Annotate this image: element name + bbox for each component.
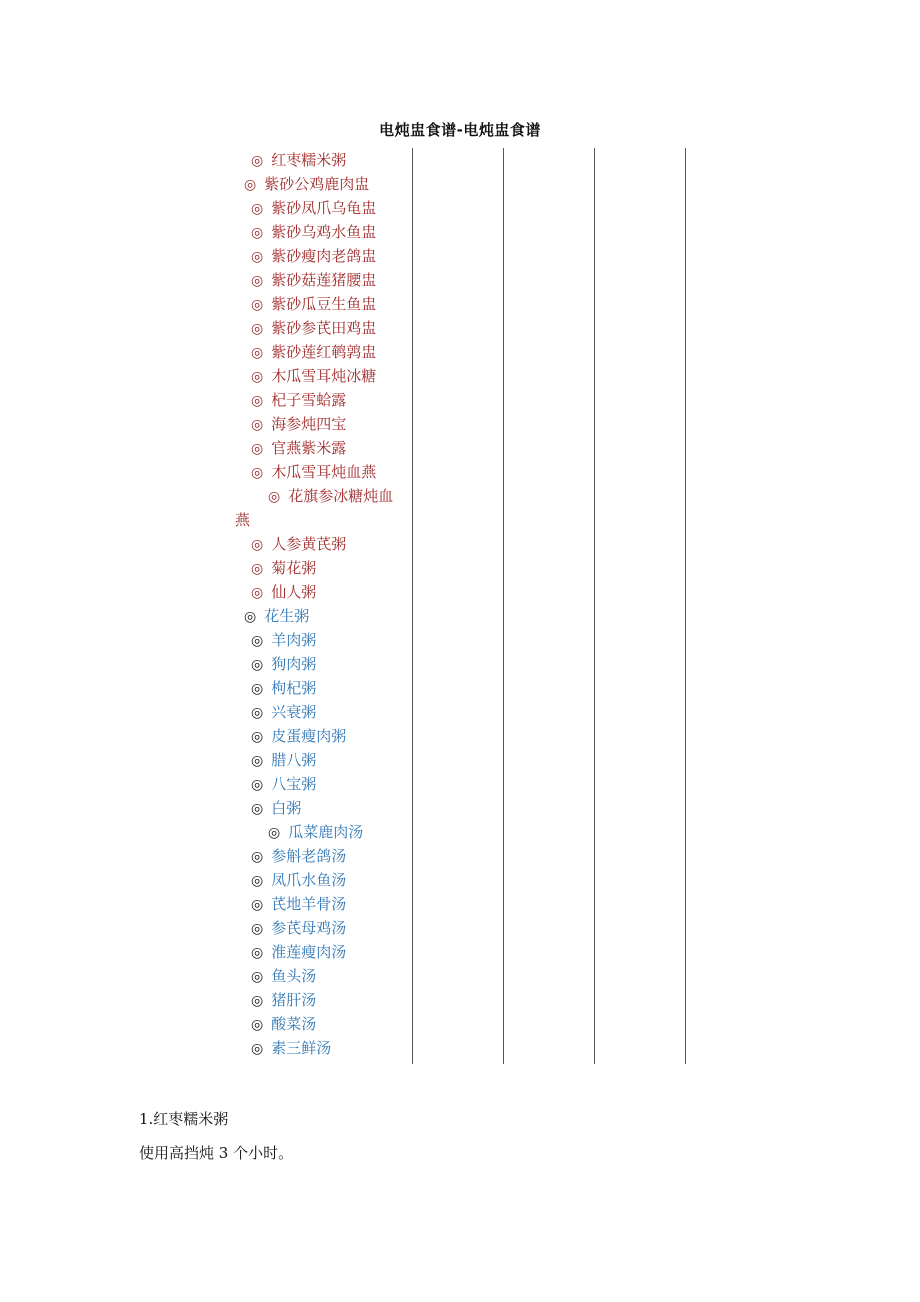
list-item-label: 皮蛋瘦肉粥 — [271, 727, 347, 745]
bullet-icon: ◎ — [251, 537, 264, 553]
list-item[interactable] — [251, 1012, 316, 1036]
list-item[interactable] — [251, 796, 301, 820]
list-item[interactable] — [251, 700, 316, 724]
list-item[interactable] — [251, 868, 346, 892]
list-item-label: 素三鲜汤 — [271, 1039, 332, 1057]
bullet-icon: ◎ — [244, 177, 257, 193]
bullet-icon: ◎ — [251, 153, 264, 169]
list-item-label: 参斛老鸽汤 — [271, 847, 347, 865]
bullet-icon: ◎ — [251, 1041, 264, 1057]
list-item[interactable] — [268, 484, 393, 508]
bullet-icon: ◎ — [251, 441, 264, 457]
list-item[interactable] — [244, 172, 369, 196]
bullet-icon: ◎ — [251, 849, 264, 865]
list-item[interactable] — [251, 964, 316, 988]
bullet-icon: ◎ — [251, 249, 264, 265]
bullet-icon: ◎ — [251, 729, 264, 745]
list-item[interactable] — [251, 724, 346, 748]
list-item[interactable] — [251, 316, 376, 340]
list-item-label: 木瓜雪耳炖冰糖 — [271, 367, 377, 385]
list-item[interactable] — [251, 772, 316, 796]
list-item[interactable] — [251, 892, 346, 916]
bullet-icon: ◎ — [251, 633, 264, 649]
list-item-label: 参芪母鸡汤 — [271, 919, 347, 937]
table-divider — [594, 148, 595, 1064]
list-item-label: 猪肝汤 — [271, 991, 317, 1009]
list-item[interactable] — [251, 148, 346, 172]
section-heading: 1.红枣糯米粥 — [139, 1110, 229, 1128]
bullet-icon: ◎ — [251, 273, 264, 289]
bullet-icon: ◎ — [251, 585, 264, 601]
list-item[interactable] — [251, 844, 346, 868]
list-item[interactable] — [244, 604, 309, 628]
list-item[interactable] — [268, 820, 363, 844]
table-divider — [503, 148, 504, 1064]
section-body: 使用高挡炖 3 个小时。 — [139, 1144, 294, 1162]
list-item-label: 羊肉粥 — [271, 631, 317, 649]
bullet-icon: ◎ — [251, 465, 264, 481]
bullet-icon: ◎ — [251, 921, 264, 937]
table-divider — [412, 148, 413, 1064]
list-item-label: 官燕紫米露 — [271, 439, 347, 457]
list-item-label: 淮莲瘦肉汤 — [271, 943, 347, 961]
list-item-label: 人参黄芪粥 — [271, 535, 347, 553]
bullet-icon: ◎ — [251, 873, 264, 889]
list-item-label: 木瓜雪耳炖血燕 — [271, 463, 377, 481]
bullet-icon: ◎ — [251, 897, 264, 913]
bullet-icon: ◎ — [251, 393, 264, 409]
list-item[interactable] — [251, 532, 346, 556]
list-item-label: 枸杞粥 — [271, 679, 317, 697]
list-item[interactable] — [251, 556, 316, 580]
list-item-label: 杞子雪蛤露 — [271, 391, 347, 409]
list-item-label-continuation: 燕 — [235, 511, 251, 529]
list-item-label: 腊八粥 — [271, 751, 317, 769]
list-item-label: 仙人粥 — [271, 583, 317, 601]
bullet-icon: ◎ — [251, 801, 264, 817]
list-item-label: 紫砂参芪田鸡盅 — [271, 319, 377, 337]
list-item[interactable] — [251, 388, 346, 412]
bullet-icon: ◎ — [251, 369, 264, 385]
bullet-icon: ◎ — [251, 297, 264, 313]
list-item-label: 紫砂菇莲猪腰盅 — [271, 271, 377, 289]
bullet-icon: ◎ — [251, 993, 264, 1009]
list-item[interactable] — [251, 268, 376, 292]
list-item[interactable] — [251, 196, 376, 220]
bullet-icon: ◎ — [251, 321, 264, 337]
list-item[interactable] — [251, 292, 376, 316]
list-item-label: 鱼头汤 — [271, 967, 317, 985]
list-item-label: 紫砂瘦肉老鸽盅 — [271, 247, 377, 265]
list-item-label: 凤爪水鱼汤 — [271, 871, 347, 889]
bullet-icon: ◎ — [251, 753, 264, 769]
list-item-label: 花生粥 — [264, 607, 310, 625]
table-divider — [685, 148, 686, 1064]
bullet-icon: ◎ — [268, 825, 281, 841]
bullet-icon: ◎ — [251, 225, 264, 241]
bullet-icon: ◎ — [251, 681, 264, 697]
list-item-label: 紫砂莲红鹌鹑盅 — [271, 343, 377, 361]
list-item-label: 芪地羊骨汤 — [271, 895, 347, 913]
list-item[interactable] — [251, 676, 316, 700]
list-item-label: 紫砂公鸡鹿肉盅 — [264, 175, 370, 193]
list-item[interactable] — [251, 988, 316, 1012]
page-title: 电炖盅食谱-电炖盅食谱 — [379, 121, 541, 139]
bullet-icon: ◎ — [251, 969, 264, 985]
list-item[interactable] — [251, 580, 316, 604]
list-item-label: 菊花粥 — [271, 559, 317, 577]
list-item-label: 酸菜汤 — [271, 1015, 317, 1033]
list-item-label: 瓜菜鹿肉汤 — [288, 823, 364, 841]
list-item[interactable] — [251, 412, 346, 436]
bullet-icon: ◎ — [251, 417, 264, 433]
list-item[interactable] — [251, 748, 316, 772]
list-item[interactable] — [251, 460, 376, 484]
bullet-icon: ◎ — [251, 657, 264, 673]
list-item-label: 紫砂瓜豆生鱼盅 — [271, 295, 377, 313]
list-item[interactable] — [251, 436, 346, 460]
bullet-icon: ◎ — [251, 945, 264, 961]
list-item-label: 紫砂凤爪乌龟盅 — [271, 199, 377, 217]
list-item[interactable] — [251, 940, 346, 964]
list-item-label: 花旗参冰糖炖血 — [288, 487, 394, 505]
bullet-icon: ◎ — [244, 609, 257, 625]
list-item-label: 兴衰粥 — [271, 703, 317, 721]
list-item-label: 海参炖四宝 — [271, 415, 347, 433]
bullet-icon: ◎ — [251, 705, 264, 721]
list-item-label: 红枣糯米粥 — [271, 151, 347, 169]
list-item-label: 八宝粥 — [271, 775, 317, 793]
list-item[interactable] — [251, 244, 376, 268]
list-item-label: 白粥 — [271, 799, 302, 817]
list-item[interactable] — [251, 916, 346, 940]
list-item[interactable] — [251, 364, 376, 388]
list-item-label: 狗肉粥 — [271, 655, 317, 673]
list-item[interactable] — [251, 220, 376, 244]
bullet-icon: ◎ — [251, 201, 264, 217]
bullet-icon: ◎ — [251, 345, 264, 361]
list-item[interactable] — [251, 652, 316, 676]
list-item[interactable] — [251, 340, 376, 364]
list-item[interactable] — [251, 1036, 331, 1060]
list-item[interactable] — [251, 628, 316, 652]
bullet-icon: ◎ — [251, 1017, 264, 1033]
bullet-icon: ◎ — [251, 561, 264, 577]
bullet-icon: ◎ — [251, 777, 264, 793]
list-item-label: 紫砂乌鸡水鱼盅 — [271, 223, 377, 241]
bullet-icon: ◎ — [268, 489, 281, 505]
